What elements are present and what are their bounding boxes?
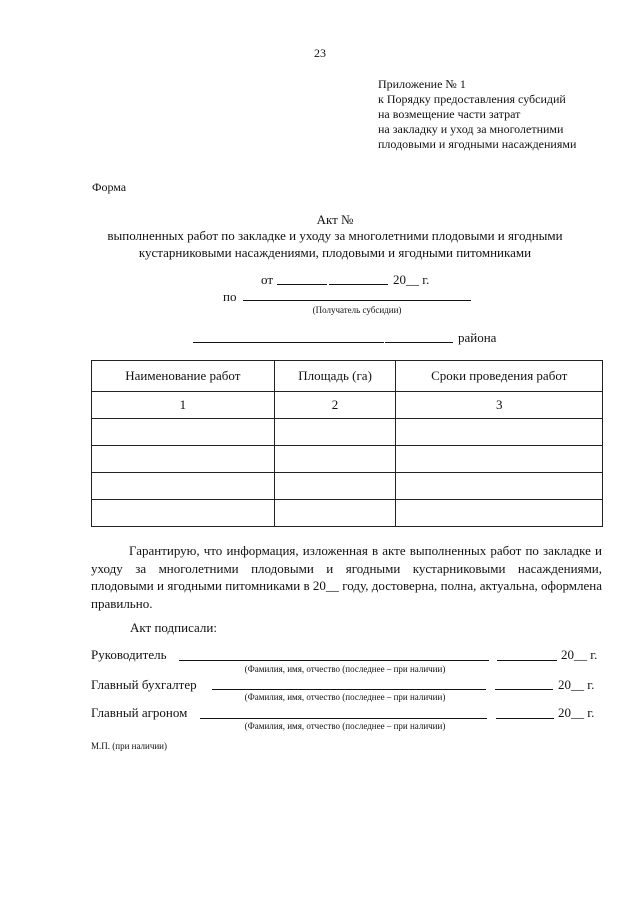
appendix-word: уход [450, 122, 474, 136]
date-from-label: от [261, 272, 274, 287]
column-number: 2 [274, 392, 396, 419]
date-day-line [277, 272, 327, 285]
signature-date-line[interactable] [496, 718, 554, 719]
appendix-word: возмещение [392, 107, 455, 121]
table-cell[interactable] [92, 419, 275, 446]
header-work-name: Наименование работ [92, 361, 275, 392]
date-year: 20__ г. [393, 272, 430, 287]
table-header-row [92, 361, 603, 392]
stamp-note: М.П. (при наличии) [91, 741, 167, 751]
table-cell[interactable] [274, 419, 396, 446]
table-number-row [92, 392, 603, 419]
table-row [92, 419, 603, 446]
appendix-word: и [440, 122, 448, 136]
signed-label: Акт подписали: [130, 620, 217, 635]
signature-name-line[interactable] [212, 689, 486, 690]
appendix-title: Приложение № 1 [378, 77, 466, 91]
header-terms: Сроки проведения работ [396, 361, 603, 392]
header-area: Площадь (га) [274, 361, 396, 392]
recipient-line [243, 300, 471, 301]
signature-year: 20__ г. [558, 677, 595, 692]
signature-name-line[interactable] [179, 660, 489, 661]
act-subtitle-line-2: кустарниковыми насаждениями, плодовыми и ягодными питомниками [138, 245, 532, 260]
signature-label-head: Руководитель [91, 647, 167, 662]
table-cell[interactable] [92, 473, 275, 500]
signature-name-line[interactable] [200, 718, 487, 719]
signature-year: 20__ г. [558, 705, 595, 720]
appendix-word: части [457, 107, 486, 121]
appendix-word: на [378, 122, 390, 136]
appendix-line-2 [378, 107, 602, 122]
recipient-hint: (Получатель субсидии) [312, 305, 402, 315]
date-month-line [329, 272, 388, 285]
table-cell[interactable] [396, 500, 603, 527]
district-line-1 [193, 342, 384, 343]
table-cell[interactable] [396, 446, 603, 473]
page-number: 23 [314, 46, 326, 60]
appendix-word: Порядку [386, 92, 431, 106]
appendix-line-4: плодовыми и ягодными насаждениями [378, 137, 577, 151]
act-title: Акт № [316, 212, 354, 227]
table-cell[interactable] [274, 446, 396, 473]
form-label: Форма [92, 180, 127, 194]
guarantee-paragraph: Гарантирую, что информация, изложенная в акте выполненных работ по закладке и уходу за многолетними плодовыми и ягодными кустарниковыми насаждениями, плодовыми и ягодными питомниками в 20__ году, достоверна, полна, актуальна, оформлена правильно. [91, 543, 602, 611]
signature-label-accountant: Главный бухгалтер [91, 677, 197, 692]
appendix-line-3 [378, 122, 602, 137]
appendix-word: предоставления [433, 92, 516, 106]
table-cell[interactable] [396, 473, 603, 500]
appendix-word: многолетними [489, 122, 564, 136]
signature-date-line[interactable] [497, 660, 557, 661]
district-suffix: района [458, 330, 497, 345]
appendix-line-1 [378, 92, 602, 107]
recipient-prefix: по [223, 289, 237, 304]
appendix-word: за [476, 122, 487, 136]
appendix-word: к [378, 92, 384, 106]
appendix-block [378, 77, 602, 152]
signature-hint: (Фамилия, имя, отчество (последнее – при наличии) [244, 692, 446, 702]
signature-label-agronomist: Главный агроном [91, 705, 188, 720]
table-row [92, 446, 603, 473]
signature-year: 20__ г. [561, 647, 598, 662]
appendix-word: на [378, 107, 390, 121]
appendix-word: субсидий [518, 92, 566, 106]
appendix-word: закладку [392, 122, 438, 136]
table-row [92, 473, 603, 500]
column-number: 1 [92, 392, 275, 419]
table-cell[interactable] [396, 419, 603, 446]
works-table [91, 360, 603, 527]
column-number: 3 [396, 392, 603, 419]
table-cell[interactable] [274, 473, 396, 500]
table-cell[interactable] [92, 446, 275, 473]
act-subtitle-line-1: выполненных работ по закладке и уходу за многолетними плодовыми и ягодными [107, 228, 563, 243]
signature-hint: (Фамилия, имя, отчество (последнее – при наличии) [244, 664, 446, 674]
district-line-2 [385, 342, 453, 343]
appendix-word: затрат [488, 107, 521, 121]
signature-date-line[interactable] [495, 689, 553, 690]
signature-hint: (Фамилия, имя, отчество (последнее – при наличии) [244, 721, 446, 731]
table-cell[interactable] [274, 500, 396, 527]
table-cell[interactable] [92, 500, 275, 527]
table-row [92, 500, 603, 527]
